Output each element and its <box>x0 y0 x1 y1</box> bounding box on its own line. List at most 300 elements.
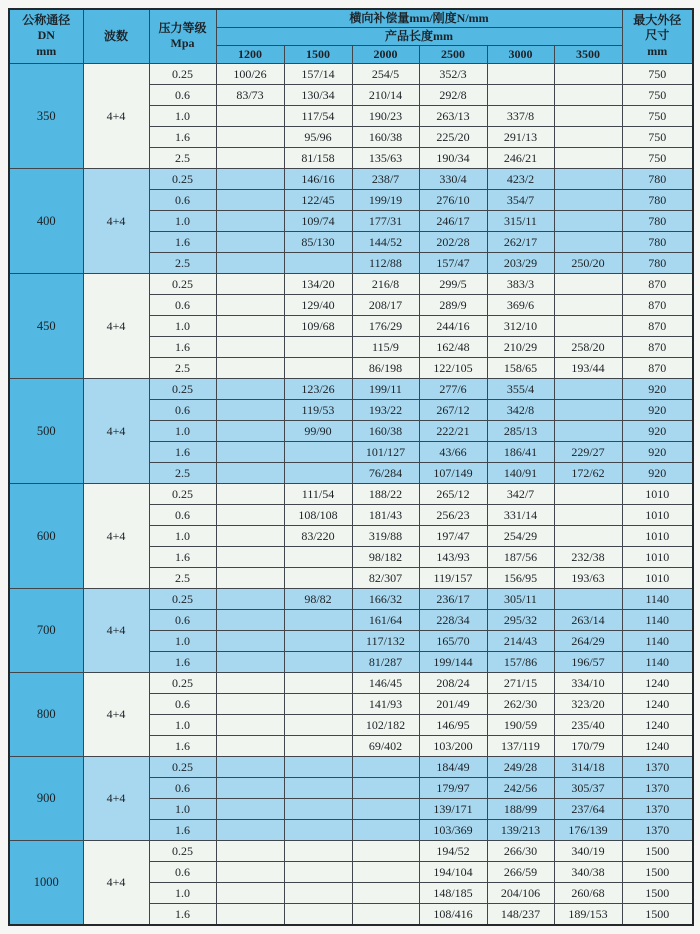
wave-count-cell: 4+4 <box>83 672 149 756</box>
value-cell <box>554 273 622 294</box>
value-cell <box>216 777 284 798</box>
value-cell: 197/47 <box>419 525 487 546</box>
value-cell <box>554 105 622 126</box>
value-cell <box>284 798 352 819</box>
value-cell: 108/416 <box>419 903 487 925</box>
value-cell: 340/19 <box>554 840 622 861</box>
value-cell <box>554 126 622 147</box>
value-cell <box>284 672 352 693</box>
value-cell <box>284 336 352 357</box>
pressure-cell: 1.0 <box>149 315 216 336</box>
value-cell: 258/20 <box>554 336 622 357</box>
value-cell: 314/18 <box>554 756 622 777</box>
value-cell <box>352 777 419 798</box>
value-cell: 262/17 <box>487 231 554 252</box>
od-cell: 1140 <box>622 609 693 630</box>
value-cell: 123/26 <box>284 378 352 399</box>
pressure-cell: 0.6 <box>149 777 216 798</box>
value-cell: 165/70 <box>419 630 487 651</box>
value-cell: 315/11 <box>487 210 554 231</box>
pressure-cell: 0.25 <box>149 840 216 861</box>
pressure-cell: 0.6 <box>149 504 216 525</box>
pressure-cell: 0.25 <box>149 672 216 693</box>
value-cell: 256/23 <box>419 504 487 525</box>
value-cell: 102/182 <box>352 714 419 735</box>
value-cell: 254/5 <box>352 63 419 84</box>
value-cell: 277/6 <box>419 378 487 399</box>
value-cell <box>216 714 284 735</box>
value-cell <box>216 105 284 126</box>
header-length-3000: 3000 <box>487 45 554 63</box>
value-cell <box>216 882 284 903</box>
value-cell <box>216 315 284 336</box>
pressure-cell: 0.6 <box>149 861 216 882</box>
value-cell: 189/153 <box>554 903 622 925</box>
value-cell: 109/68 <box>284 315 352 336</box>
value-cell <box>216 147 284 168</box>
value-cell <box>284 609 352 630</box>
dn-cell: 800 <box>9 672 83 756</box>
value-cell: 222/21 <box>419 420 487 441</box>
value-cell <box>284 861 352 882</box>
pressure-cell: 0.25 <box>149 756 216 777</box>
value-cell: 331/14 <box>487 504 554 525</box>
value-cell <box>216 294 284 315</box>
pressure-cell: 0.6 <box>149 84 216 105</box>
header-dn-line: 公称通径 <box>22 12 71 27</box>
pressure-cell: 1.6 <box>149 231 216 252</box>
value-cell <box>554 231 622 252</box>
value-cell: 98/82 <box>284 588 352 609</box>
value-cell: 98/182 <box>352 546 419 567</box>
header-dn-line: DN <box>37 28 55 43</box>
value-cell <box>216 441 284 462</box>
value-cell: 148/185 <box>419 882 487 903</box>
dn-cell: 900 <box>9 756 83 840</box>
value-cell: 352/3 <box>419 63 487 84</box>
value-cell: 263/14 <box>554 609 622 630</box>
value-cell: 69/402 <box>352 735 419 756</box>
table-header <box>9 9 693 63</box>
value-cell <box>216 798 284 819</box>
wave-count-cell: 4+4 <box>83 378 149 483</box>
value-cell: 122/45 <box>284 189 352 210</box>
table-row <box>9 756 693 777</box>
value-cell: 101/127 <box>352 441 419 462</box>
value-cell <box>216 126 284 147</box>
header-pressure-line: Mpa <box>170 36 195 51</box>
value-cell: 312/10 <box>487 315 554 336</box>
od-cell: 920 <box>622 399 693 420</box>
value-cell: 271/15 <box>487 672 554 693</box>
value-cell: 337/8 <box>487 105 554 126</box>
pressure-cell: 0.25 <box>149 273 216 294</box>
pressure-cell: 0.25 <box>149 378 216 399</box>
value-cell: 210/29 <box>487 336 554 357</box>
header-dn-line: mm <box>36 44 57 59</box>
value-cell <box>216 903 284 925</box>
table-body <box>9 63 693 925</box>
value-cell <box>216 252 284 273</box>
od-cell: 750 <box>622 84 693 105</box>
dn-cell: 700 <box>9 588 83 672</box>
value-cell: 172/62 <box>554 462 622 483</box>
value-cell: 83/73 <box>216 84 284 105</box>
wave-count-cell: 4+4 <box>83 63 149 168</box>
value-cell <box>554 588 622 609</box>
value-cell: 86/198 <box>352 357 419 378</box>
value-cell: 260/68 <box>554 882 622 903</box>
pressure-cell: 0.6 <box>149 693 216 714</box>
od-cell: 750 <box>622 105 693 126</box>
value-cell: 342/8 <box>487 399 554 420</box>
value-cell: 276/10 <box>419 189 487 210</box>
value-cell <box>216 546 284 567</box>
value-cell <box>284 714 352 735</box>
value-cell: 196/57 <box>554 651 622 672</box>
value-cell <box>554 294 622 315</box>
pressure-cell: 1.0 <box>149 210 216 231</box>
value-cell: 115/9 <box>352 336 419 357</box>
value-cell: 184/49 <box>419 756 487 777</box>
pressure-cell: 1.6 <box>149 903 216 925</box>
value-cell: 203/29 <box>487 252 554 273</box>
value-cell <box>216 483 284 504</box>
value-cell <box>216 378 284 399</box>
od-cell: 1370 <box>622 756 693 777</box>
od-cell: 1010 <box>622 567 693 588</box>
value-cell <box>216 672 284 693</box>
od-cell: 1140 <box>622 588 693 609</box>
pressure-cell: 1.6 <box>149 126 216 147</box>
value-cell <box>216 420 284 441</box>
header-length-2000: 2000 <box>352 45 419 63</box>
value-cell: 194/104 <box>419 861 487 882</box>
value-cell <box>554 210 622 231</box>
value-cell: 130/34 <box>284 84 352 105</box>
od-cell: 1010 <box>622 525 693 546</box>
value-cell <box>284 882 352 903</box>
od-cell: 1500 <box>622 861 693 882</box>
od-cell: 870 <box>622 357 693 378</box>
value-cell: 225/20 <box>419 126 487 147</box>
value-cell: 95/96 <box>284 126 352 147</box>
value-cell <box>216 210 284 231</box>
value-cell: 176/139 <box>554 819 622 840</box>
value-cell: 285/13 <box>487 420 554 441</box>
dn-cell: 500 <box>9 378 83 483</box>
value-cell: 134/20 <box>284 273 352 294</box>
od-cell: 920 <box>622 462 693 483</box>
value-cell <box>554 315 622 336</box>
od-cell: 1240 <box>622 693 693 714</box>
pressure-cell: 2.5 <box>149 462 216 483</box>
pressure-cell: 0.6 <box>149 294 216 315</box>
value-cell: 158/65 <box>487 357 554 378</box>
pressure-cell: 0.25 <box>149 63 216 84</box>
od-cell: 1140 <box>622 630 693 651</box>
value-cell <box>487 63 554 84</box>
value-cell <box>284 546 352 567</box>
value-cell: 266/30 <box>487 840 554 861</box>
value-cell: 135/63 <box>352 147 419 168</box>
value-cell: 111/54 <box>284 483 352 504</box>
od-cell: 870 <box>622 273 693 294</box>
od-cell: 1240 <box>622 714 693 735</box>
value-cell <box>352 798 419 819</box>
value-cell <box>554 483 622 504</box>
value-cell: 202/28 <box>419 231 487 252</box>
value-cell: 194/52 <box>419 840 487 861</box>
pressure-cell: 1.6 <box>149 735 216 756</box>
value-cell: 109/74 <box>284 210 352 231</box>
value-cell <box>216 336 284 357</box>
value-cell: 170/79 <box>554 735 622 756</box>
pressure-cell: 1.6 <box>149 819 216 840</box>
value-cell: 289/9 <box>419 294 487 315</box>
value-cell: 323/20 <box>554 693 622 714</box>
value-cell: 423/2 <box>487 168 554 189</box>
value-cell: 242/56 <box>487 777 554 798</box>
od-cell: 1140 <box>622 651 693 672</box>
dn-cell: 600 <box>9 483 83 588</box>
pressure-cell: 0.25 <box>149 483 216 504</box>
value-cell: 108/108 <box>284 504 352 525</box>
value-cell: 299/5 <box>419 273 487 294</box>
header-od-line: 尺寸 <box>645 28 670 43</box>
value-cell <box>216 231 284 252</box>
value-cell: 216/8 <box>352 273 419 294</box>
pressure-cell: 0.6 <box>149 189 216 210</box>
value-cell: 267/12 <box>419 399 487 420</box>
value-cell <box>216 462 284 483</box>
value-cell: 143/93 <box>419 546 487 567</box>
value-cell: 355/4 <box>487 378 554 399</box>
value-cell: 190/34 <box>419 147 487 168</box>
od-cell: 1240 <box>622 735 693 756</box>
value-cell: 334/10 <box>554 672 622 693</box>
value-cell: 246/21 <box>487 147 554 168</box>
pressure-cell: 2.5 <box>149 357 216 378</box>
value-cell: 85/130 <box>284 231 352 252</box>
pressure-cell: 1.0 <box>149 630 216 651</box>
header-outer-diameter <box>622 9 693 63</box>
header-length-2500: 2500 <box>419 45 487 63</box>
value-cell: 177/31 <box>352 210 419 231</box>
value-cell: 139/213 <box>487 819 554 840</box>
value-cell: 162/48 <box>419 336 487 357</box>
pressure-cell: 1.0 <box>149 714 216 735</box>
value-cell: 188/99 <box>487 798 554 819</box>
data-table <box>8 8 694 926</box>
wave-count-cell: 4+4 <box>83 756 149 840</box>
value-cell <box>216 399 284 420</box>
table-row <box>9 63 693 84</box>
value-cell <box>284 840 352 861</box>
pressure-cell: 1.0 <box>149 420 216 441</box>
value-cell <box>216 756 284 777</box>
od-cell: 870 <box>622 336 693 357</box>
value-cell: 319/88 <box>352 525 419 546</box>
value-cell <box>216 357 284 378</box>
od-cell: 1370 <box>622 798 693 819</box>
pressure-cell: 0.25 <box>149 588 216 609</box>
value-cell <box>284 441 352 462</box>
wave-count-cell: 4+4 <box>83 273 149 378</box>
value-cell: 244/16 <box>419 315 487 336</box>
value-cell: 193/63 <box>554 567 622 588</box>
value-cell: 76/284 <box>352 462 419 483</box>
dn-cell: 350 <box>9 63 83 168</box>
value-cell <box>554 63 622 84</box>
value-cell: 176/29 <box>352 315 419 336</box>
value-cell: 246/17 <box>419 210 487 231</box>
value-cell <box>284 693 352 714</box>
value-cell: 292/8 <box>419 84 487 105</box>
value-cell <box>216 189 284 210</box>
od-cell: 920 <box>622 441 693 462</box>
header-pressure-line: 压力等级 <box>158 20 207 35</box>
wave-count-cell: 4+4 <box>83 168 149 273</box>
value-cell: 83/220 <box>284 525 352 546</box>
value-cell: 208/24 <box>419 672 487 693</box>
od-cell: 870 <box>622 294 693 315</box>
value-cell: 237/64 <box>554 798 622 819</box>
value-cell: 117/54 <box>284 105 352 126</box>
value-cell <box>216 525 284 546</box>
value-cell: 146/16 <box>284 168 352 189</box>
od-cell: 1500 <box>622 840 693 861</box>
table-row <box>9 378 693 399</box>
value-cell <box>216 567 284 588</box>
value-cell: 262/30 <box>487 693 554 714</box>
od-cell: 1500 <box>622 882 693 903</box>
pressure-cell: 1.0 <box>149 798 216 819</box>
value-cell <box>216 504 284 525</box>
value-cell: 144/52 <box>352 231 419 252</box>
value-cell <box>554 504 622 525</box>
header-pressure <box>149 9 216 63</box>
value-cell: 201/49 <box>419 693 487 714</box>
value-cell <box>216 651 284 672</box>
value-cell: 232/38 <box>554 546 622 567</box>
dn-cell: 400 <box>9 168 83 273</box>
value-cell: 238/7 <box>352 168 419 189</box>
value-cell: 265/12 <box>419 483 487 504</box>
pressure-cell: 0.25 <box>149 168 216 189</box>
value-cell <box>284 357 352 378</box>
value-cell: 249/28 <box>487 756 554 777</box>
value-cell <box>554 378 622 399</box>
value-cell: 342/7 <box>487 483 554 504</box>
value-cell: 199/11 <box>352 378 419 399</box>
od-cell: 750 <box>622 147 693 168</box>
value-cell <box>352 840 419 861</box>
header-dn <box>9 9 83 63</box>
value-cell: 305/37 <box>554 777 622 798</box>
value-cell: 235/40 <box>554 714 622 735</box>
value-cell: 186/41 <box>487 441 554 462</box>
value-cell: 295/32 <box>487 609 554 630</box>
value-cell: 119/53 <box>284 399 352 420</box>
value-cell: 193/44 <box>554 357 622 378</box>
pressure-cell: 1.0 <box>149 105 216 126</box>
value-cell <box>216 693 284 714</box>
value-cell <box>284 777 352 798</box>
value-cell <box>216 588 284 609</box>
value-cell: 100/26 <box>216 63 284 84</box>
value-cell: 228/34 <box>419 609 487 630</box>
od-cell: 920 <box>622 420 693 441</box>
pressure-cell: 1.0 <box>149 882 216 903</box>
value-cell: 117/132 <box>352 630 419 651</box>
value-cell: 157/14 <box>284 63 352 84</box>
value-cell: 236/17 <box>419 588 487 609</box>
value-cell: 214/43 <box>487 630 554 651</box>
value-cell <box>487 84 554 105</box>
value-cell: 146/95 <box>419 714 487 735</box>
header-length-1200: 1200 <box>216 45 284 63</box>
value-cell <box>352 903 419 925</box>
value-cell: 43/66 <box>419 441 487 462</box>
value-cell: 122/105 <box>419 357 487 378</box>
table-row <box>9 588 693 609</box>
value-cell <box>554 399 622 420</box>
value-cell: 82/307 <box>352 567 419 588</box>
value-cell: 263/13 <box>419 105 487 126</box>
value-cell: 161/64 <box>352 609 419 630</box>
value-cell <box>216 861 284 882</box>
od-cell: 870 <box>622 315 693 336</box>
value-cell: 369/6 <box>487 294 554 315</box>
value-cell: 330/4 <box>419 168 487 189</box>
value-cell <box>284 630 352 651</box>
value-cell: 229/27 <box>554 441 622 462</box>
header-compensation-title: 横向补偿量mm/刚度N/mm <box>216 9 622 27</box>
header-wave-count: 波数 <box>83 9 149 63</box>
value-cell: 103/369 <box>419 819 487 840</box>
table-row <box>9 840 693 861</box>
od-cell: 780 <box>622 189 693 210</box>
value-cell: 291/13 <box>487 126 554 147</box>
value-cell: 140/91 <box>487 462 554 483</box>
value-cell: 340/38 <box>554 861 622 882</box>
value-cell <box>284 567 352 588</box>
value-cell <box>352 882 419 903</box>
dn-cell: 1000 <box>9 840 83 925</box>
od-cell: 1010 <box>622 504 693 525</box>
od-cell: 1010 <box>622 483 693 504</box>
pressure-cell: 2.5 <box>149 147 216 168</box>
wave-count-cell: 4+4 <box>83 588 149 672</box>
value-cell: 199/144 <box>419 651 487 672</box>
value-cell: 190/59 <box>487 714 554 735</box>
header-row-1 <box>9 9 693 27</box>
value-cell: 119/157 <box>419 567 487 588</box>
value-cell: 160/38 <box>352 126 419 147</box>
od-cell: 1500 <box>622 903 693 925</box>
value-cell: 199/19 <box>352 189 419 210</box>
value-cell: 160/38 <box>352 420 419 441</box>
od-cell: 1010 <box>622 546 693 567</box>
value-cell <box>216 609 284 630</box>
od-cell: 1240 <box>622 672 693 693</box>
value-cell <box>216 819 284 840</box>
table-row <box>9 168 693 189</box>
value-cell <box>352 861 419 882</box>
value-cell: 179/97 <box>419 777 487 798</box>
value-cell: 187/56 <box>487 546 554 567</box>
